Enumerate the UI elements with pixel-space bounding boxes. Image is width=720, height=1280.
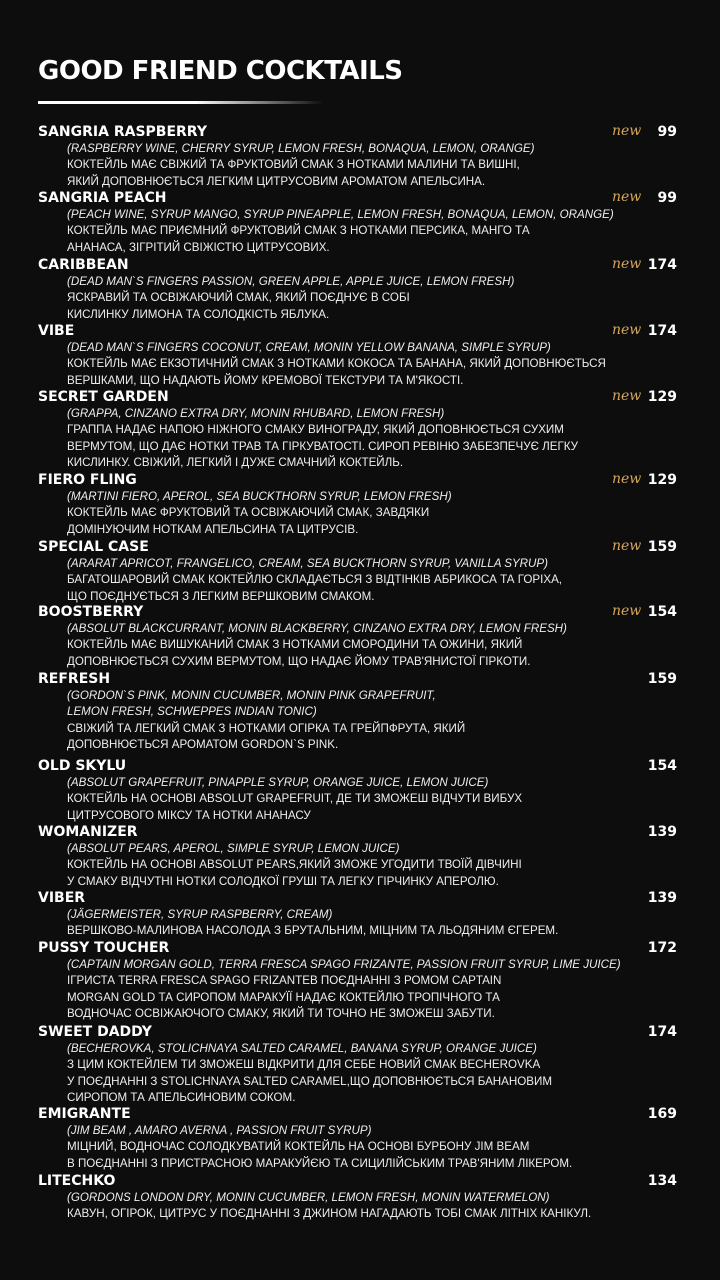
cocktail-description [67,775,687,824]
cocktail-name: LITECHKO [38,1173,116,1189]
description-line: СВІЖИЙ ТА ЛЕГКИЙ СМАК З НОТКАМИ ОГІРКА ТА ГРЕЙПФРУТА, ЯКИЙ [67,721,466,735]
new-badge: new [612,471,642,487]
description-line: МІЦНИЙ, ВОДНОЧАС СОЛОДКУВАТИЙ КОКТЕЙЛЬ НА ОСНОВІ БУРБОНУ JIM BEAM [67,1140,530,1154]
description-line: КОКТЕЙЛЬ НА ОСНОВІ ABSOLUT PEARS,ЯКИЙ ЗМОЖЕ УГОДИТИ ТВОЇЙ ДІВЧИНІ [67,858,522,872]
description-line: КОКТЕЙЛЬ МАЄ ЕКЗОТИЧНИЙ СМАК З НОТКАМИ КОКОСА ТА БАНАНА, ЯКИЙ ДОПОВНЮЄТЬСЯ [67,357,606,371]
description-line: В ПОЄДНАННІ З ПРИСТРАСНОЮ МАРАКУЙЄЮ ТА СИЦИЛІЙСЬКИМ ТРАВ'ЯНИМ ЛІКЕРОМ. [67,1156,573,1170]
cocktail-price: 169 [647,1106,677,1122]
description-line: КИСЛИНКУ. СВІЖИЙ, ЛЕГКИЙ І ДУЖЕ СМАЧНИЙ КОКТЕЙЛЬ. [67,456,404,470]
cocktail-price: 129 [647,472,677,488]
cocktail-price: 154 [647,758,677,774]
description-line: У ПОЄДНАННІ З STOLICHNAYA SALTED CARAMEL,ЩО ДОПОВНЮЄТЬСЯ БАНАНОВИМ [67,1074,553,1088]
cocktail-description [67,406,687,472]
cocktail-description [67,489,687,538]
cocktail-name: OLD SKYLU [38,758,127,774]
cocktail-price: 139 [647,890,677,906]
new-badge: new [612,123,642,139]
cocktail-description [67,556,687,605]
ingredients-line: (GRAPPA, CINZANO EXTRA DRY, MONIN RHUBARD, LEMON FRESH) [67,407,445,420]
cocktail-price: 174 [647,323,677,339]
ingredients-line: (RASPBERRY WINE, CHERRY SYRUP, LEMON FRESH, BONAQUA, LEMON, ORANGE) [67,142,535,155]
description-line: ДОМІНУЮЧИМ НОТКАМ АПЕЛЬСИНА ТА ЦИТРУСІВ. [67,522,359,536]
cocktail-price: 174 [647,1024,677,1040]
description-line: ЩО ПОЄДНУЄТЬСЯ З ЛЕГКИМ ВЕРШКОВИМ СМАКОМ. [67,589,375,603]
ingredients-line: LEMON FRESH, SCHWEPPES INDIAN TONIC) [67,705,317,719]
description-line: У СМАКУ ВІДЧУТНІ НОТКИ СОЛОДКОЇ ГРУШІ ТА ЛЕГКУ ГІРЧИНКУ АПЕРОЛЮ. [67,874,499,888]
cocktail-description [67,1123,687,1172]
description-line: ІГРИСТА TERRA FRESCA SPAGO FRIZANTEВ ПОЄДНАННІ З РОМОМ CAPTAIN [67,974,502,988]
cocktail-price: 174 [647,257,677,273]
description-line: ЯКИЙ ДОПОВНЮЄТЬСЯ ЛЕГКИМ ЦИТРУСОВИМ АРОМАТОМ АПЕЛЬСИНА. [67,174,486,188]
cocktail-name: CARIBBEAN [38,257,129,273]
cocktail-name: SPECIAL CASE [38,539,149,555]
new-badge: new [612,538,642,554]
new-badge: new [612,256,642,272]
cocktail-price: 129 [647,389,677,405]
ingredients-line: (ARARAT APRICOT, FRANGELICO, CREAM, SEA BUCKTHORN SYRUP, VANILLA SYRUP) [67,557,549,570]
description-line: АНАНАСА, ЗІГРІТИЙ СВІЖІСТЮ ЦИТРУСОВИХ. [67,240,330,254]
description-line: КАВУН, ОГІРОК, ЦИТРУС У ПОЄДНАННІ З ДЖИНОМ НАГАДАЮТЬ ТОБІ СМАК ЛІТНІХ КАНІКУЛ. [67,1207,592,1221]
ingredients-line: (ABSOLUT PEARS, APEROL, SIMPLE SYRUP, LEMON JUICE) [67,842,400,855]
description-line: КИСЛИНКУ ЛИМОНА ТА СОЛОДКІСТЬ ЯБЛУКА. [67,307,330,321]
description-line: ВОДНОЧАС ОСВІЖАЮЧОГО СМАКУ, ЯКИЙ ТИ ТОЧНО НЕ ЗМОЖЕШ ЗАБУТИ. [67,1007,495,1021]
ingredients-line: (BECHEROVKA, STOLICHNAYA SALTED CARAMEL, BANANA SYRUP, ORANGE JUICE) [67,1042,537,1055]
cocktail-name: SANGRIA RASPBERRY [38,124,207,140]
ingredients-line: (ABSOLUT BLACKCURRANT, MONIN BLACKBERRY, CINZANO EXTRA DRY, LEMON FRESH) [67,622,567,635]
description-line: ЯСКРАВИЙ ТА ОСВІЖАЮЧИЙ СМАК, ЯКИЙ ПОЄДНУЄ В СОБІ [67,291,410,305]
new-badge: new [612,322,642,338]
cocktail-description [67,1041,687,1107]
ingredients-line: (GORDONS LONDON DRY, MONIN CUCUMBER, LEMON FRESH, MONIN WATERMELON) [67,1191,550,1204]
cocktail-price: 99 [657,190,677,206]
ingredients-line: (MARTINI FIERO, APEROL, SEA BUCKTHORN SYRUP, LEMON FRESH) [67,490,452,503]
ingredients-line: (GORDON`S PINK, MONIN CUCUMBER, MONIN PINK GRAPEFRUIT, [67,689,436,702]
cocktail-name: SECRET GARDEN [38,389,169,405]
cocktail-name: FIERO FLING [38,472,137,488]
description-line: КОКТЕЙЛЬ МАЄ ФРУКТОВИЙ ТА ОСВІЖАЮЧИЙ СМАК, ЗАВДЯКИ [67,506,430,520]
ingredients-line: (DEAD MAN`S FINGERS PASSION, GREEN APPLE, APPLE JUICE, LEMON FRESH) [67,275,515,288]
cocktail-name: REFRESH [38,671,111,687]
description-line: БАГАТОШАРОВИЙ СМАК КОКТЕЙЛЮ СКЛАДАЄТЬСЯ З ВІДТІНКІВ АБРИКОСА ТА ГОРІХА, [67,573,563,587]
cocktail-name: WOMANIZER [38,824,138,840]
description-line: ВЕРШКОВО-МАЛИНОВА НАСОЛОДА З БРУТАЛЬНИМ, МІЦНИМ ТА ЛЬОДЯНИМ ЄГЕРЕМ. [67,924,559,938]
description-line: КОКТЕЙЛЬ МАЄ ВИШУКАНИЙ СМАК З НОТКАМИ СМОРОДИНИ ТА ОЖИНИ, ЯКИЙ [67,638,523,652]
ingredients-line: (DEAD MAN`S FINGERS COCONUT, CREAM, MONIN YELLOW BANANA, SIMPLE SYRUP) [67,341,551,354]
cocktail-price: 99 [657,124,677,140]
ingredients-line: (ABSOLUT GRAPEFRUIT, PINAPPLE SYRUP, ORANGE JUICE, LEMON JUICE) [67,776,489,789]
description-line: З ЦИМ КОКТЕЙЛЕМ ТИ ЗМОЖЕШ ВІДКРИТИ ДЛЯ СЕБЕ НОВИЙ СМАК BECHEROVKA [67,1058,541,1072]
ingredients-line: (JÄGERMEISTER, SYRUP RASPBERRY, CREAM) [67,908,333,921]
new-badge: new [612,189,642,205]
page-title: GOOD FRIEND COCKTAILS [38,56,403,86]
description-line: КОКТЕЙЛЬ МАЄ СВІЖИЙ ТА ФРУКТОВИЙ СМАК З НОТКАМИ МАЛИНИ ТА ВИШНІ, [67,158,520,172]
cocktail-name: BOOSTBERRY [38,604,144,620]
cocktail-name: VIBE [38,323,75,339]
cocktail-description [67,621,687,670]
description-line: MORGAN GOLD ТА СИРОПОМ МАРАКУЇЇ НАДАЄ КОКТЕЙЛЮ ТРОПІЧНОГО ТА [67,990,500,1004]
cocktail-price: 154 [647,604,677,620]
cocktail-description [67,841,687,890]
cocktail-price: 159 [647,671,677,687]
description-line: КОКТЕЙЛЬ НА ОСНОВІ ABSOLUT GRAPEFRUIT, ДЕ ТИ ЗМОЖЕШ ВІДЧУТИ ВИБУХ [67,792,523,806]
description-line: СИРОПОМ ТА АПЕЛЬСИНОВИМ СОКОМ. [67,1091,296,1105]
ingredients-line: (JIM BEAM , AMARO AVERNA , PASSION FRUIT SYRUP) [67,1124,372,1137]
cocktail-name: PUSSY TOUCHER [38,940,170,956]
cocktail-name: EMIGRANTE [38,1106,131,1122]
cocktail-price: 134 [647,1173,677,1189]
title-underline [38,101,323,104]
description-line: ВЕРШКАМИ, ЩО НАДАЮТЬ ЙОМУ КРЕМОВОЇ ТЕКСТУРИ ТА М'ЯКОСТІ. [67,373,464,387]
cocktail-description [67,340,687,389]
description-line: ДОПОВНЮЄТЬСЯ СУХИМ ВЕРМУТОМ, ЩО НАДАЄ ЙОМУ ТРАВ'ЯНИСТОЇ ГІРКОТИ. [67,654,531,668]
cocktail-name: SANGRIA PEACH [38,190,167,206]
new-badge: new [612,388,642,404]
cocktail-price: 159 [647,539,677,555]
cocktail-description [67,957,687,1023]
new-badge: new [612,603,642,619]
cocktail-description [67,274,687,323]
cocktail-price: 172 [647,940,677,956]
ingredients-line: (CAPTAIN MORGAN GOLD, TERRA FRESCA SPAGO FRIZANTE, PASSION FRUIT SYRUP, LIME JUICE) [67,958,621,971]
ingredients-line: (PEACH WINE, SYRUP MANGO, SYRUP PINEAPPLE, LEMON FRESH, BONAQUA, LEMON, ORANGE) [67,208,614,221]
description-line: ЦИТРУСОВОГО МІКСУ ТА НОТКИ АНАНАСУ [67,808,311,822]
cocktail-price: 139 [647,824,677,840]
cocktail-description [67,1190,687,1223]
description-line: КОКТЕЙЛЬ МАЄ ПРИЄМНИЙ ФРУКТОВИЙ СМАК З НОТКАМИ ПЕРСИКА, МАНГО ТА [67,224,530,238]
cocktail-name: SWEET DADDY [38,1024,152,1040]
description-line: ДОПОВНЮЄТЬСЯ АРОМАТОМ GORDON`S PINK. [67,738,339,752]
cocktail-description [67,207,687,256]
description-line: ВЕРМУТОМ, ЩО ДАЄ НОТКИ ТРАВ ТА ГІРКУВАТОСТІ. СИРОП РЕВІНЮ ЗАБЕЗПЕЧУЄ ЛЕГКУ [67,439,579,453]
cocktail-name: VIBER [38,890,86,906]
cocktail-description [67,141,687,190]
description-line: ГРАППА НАДАЄ НАПОЮ НІЖНОГО СМАКУ ВИНОГРАДУ, ЯКИЙ ДОПОВНЮЄТЬСЯ СУХИМ [67,423,564,437]
cocktail-description [67,907,687,940]
cocktail-description [67,688,687,754]
